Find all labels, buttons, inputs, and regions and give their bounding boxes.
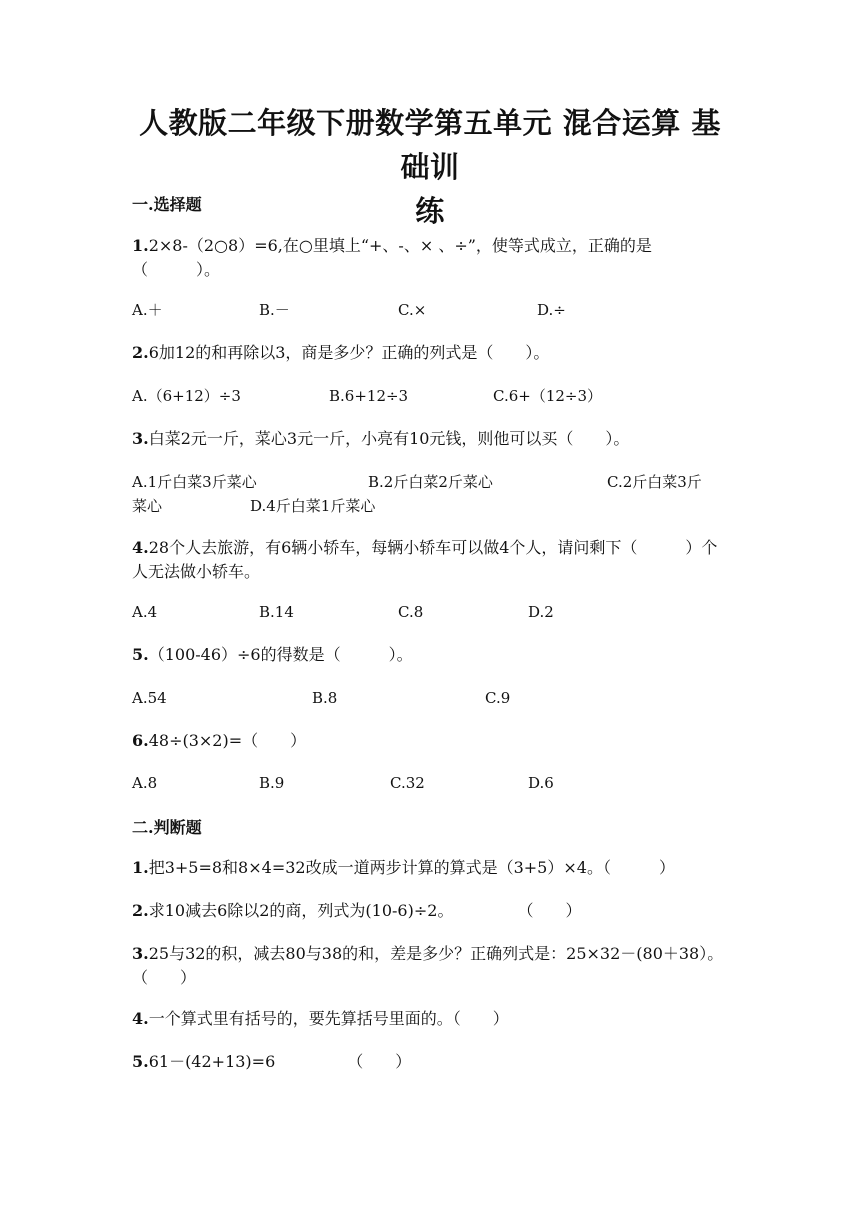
option-c[interactable]: C.32 bbox=[390, 774, 425, 792]
option-a[interactable]: A.8 bbox=[132, 774, 158, 792]
choice-options-4 bbox=[132, 600, 732, 624]
question-number: 5. bbox=[132, 645, 149, 664]
option-b[interactable]: B.－ bbox=[259, 301, 290, 319]
option-c[interactable]: C.6+（12÷3） bbox=[493, 387, 603, 405]
option-a[interactable]: A.（6+12）÷3 bbox=[132, 387, 241, 405]
option-b[interactable]: B.14 bbox=[259, 603, 294, 621]
option-a[interactable]: A.54 bbox=[132, 689, 167, 707]
option-c[interactable]: C.× bbox=[398, 301, 427, 319]
question-text: （100-46）÷6的得数是（ ）。 bbox=[148, 645, 413, 664]
question-number: 1. bbox=[132, 236, 149, 255]
option-d[interactable]: D.÷ bbox=[537, 301, 566, 319]
title-line-1: 人教版二年级下册数学第五单元 混合运算 基础训 bbox=[139, 106, 721, 184]
option-b[interactable]: B.9 bbox=[259, 774, 285, 792]
choice-options-3 bbox=[132, 470, 732, 518]
question-number: 1. bbox=[132, 858, 149, 877]
judge-question-2 bbox=[132, 899, 732, 923]
question-number: 2. bbox=[132, 343, 149, 362]
choice-options-6 bbox=[132, 771, 732, 795]
choice-question-2 bbox=[132, 341, 732, 365]
question-number: 4. bbox=[132, 1009, 149, 1028]
question-number: 5. bbox=[132, 1052, 149, 1071]
choice-question-5 bbox=[132, 643, 732, 667]
question-text: 61－(42+13)=6 （ ） bbox=[148, 1052, 412, 1071]
section-heading-judge: 二.判断题 bbox=[132, 818, 202, 837]
option-c[interactable]: C.8 bbox=[398, 603, 424, 621]
judge-question-3 bbox=[132, 942, 780, 990]
choice-options-1 bbox=[132, 298, 732, 322]
judge-question-4 bbox=[132, 1007, 732, 1031]
question-number: 3. bbox=[132, 429, 149, 448]
choice-question-4 bbox=[132, 536, 732, 584]
option-c-continued[interactable]: 菜心 bbox=[132, 497, 163, 515]
title-line-2: 练 bbox=[415, 194, 445, 228]
question-text: 白菜2元一斤，菜心3元一斤，小亮有10元钱，则他可以买（ ）。 bbox=[148, 429, 630, 448]
option-c[interactable]: C.2斤白菜3斤 bbox=[607, 473, 702, 491]
judge-question-1 bbox=[132, 856, 732, 880]
question-text: 6加12的和再除以3，商是多少？正确的列式是（ ）。 bbox=[148, 343, 550, 362]
question-number: 3. bbox=[132, 944, 149, 963]
section-heading-choice: 一.选择题 bbox=[132, 195, 202, 214]
question-text: 48÷(3×2)=（ ） bbox=[148, 731, 307, 750]
choice-options-5 bbox=[132, 686, 732, 710]
judge-question-5 bbox=[132, 1050, 732, 1074]
question-text: 把3+5=8和8×4=32改成一道两步计算的算式是（3+5）×4。（ ） bbox=[148, 858, 675, 877]
question-number: 4. bbox=[132, 538, 149, 557]
option-b[interactable]: B.2斤白菜2斤菜心 bbox=[368, 473, 493, 491]
option-d[interactable]: D.6 bbox=[528, 774, 554, 792]
question-number: 6. bbox=[132, 731, 149, 750]
choice-options-2 bbox=[132, 384, 732, 408]
option-b[interactable]: B.6+12÷3 bbox=[329, 387, 409, 405]
option-d[interactable]: D.4斤白菜1斤菜心 bbox=[250, 497, 376, 515]
question-text: 一个算式里有括号的，要先算括号里面的。（ ） bbox=[148, 1009, 509, 1028]
option-c[interactable]: C.9 bbox=[485, 689, 511, 707]
question-text: 2×8-（2○8）=6,在○里填上“+、-、× 、÷”，使等式成立，正确的是（ ）。 bbox=[132, 236, 652, 279]
question-number: 2. bbox=[132, 901, 149, 920]
option-d[interactable]: D.2 bbox=[528, 603, 554, 621]
option-a[interactable]: A.1斤白菜3斤菜心 bbox=[132, 473, 257, 491]
option-a[interactable]: A.4 bbox=[132, 603, 158, 621]
choice-question-6 bbox=[132, 729, 732, 753]
option-b[interactable]: B.8 bbox=[312, 689, 338, 707]
question-text: 28个人去旅游，有6辆小轿车，每辆小轿车可以做4个人，请问剩下（ ）个人无法做小轿车。 bbox=[132, 538, 718, 581]
question-text: 求10减去6除以2的商，列式为(10-6)÷2。 （ ） bbox=[148, 901, 582, 920]
page-title bbox=[132, 101, 728, 233]
choice-question-3 bbox=[132, 427, 732, 451]
choice-question-1 bbox=[132, 234, 732, 282]
question-text: 25与32的积，减去80与38的和，差是多少？正确列式是：25×32－(80＋38）。 （ ） bbox=[132, 944, 780, 987]
option-a[interactable]: A.＋ bbox=[132, 301, 163, 319]
